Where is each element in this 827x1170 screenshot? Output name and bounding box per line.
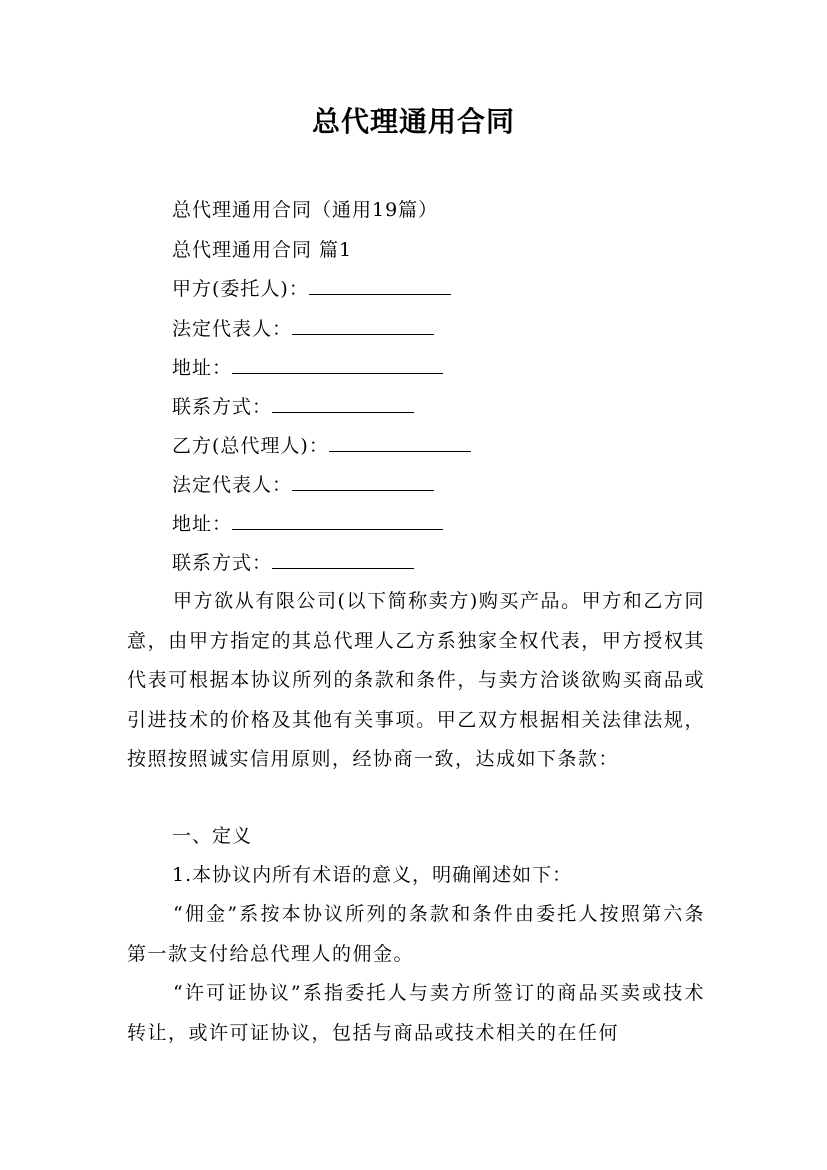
party-a-blank [309,276,451,295]
party-b-line [172,433,471,459]
intro-paragraph: 甲方欲从有限公司(以下简称卖方)购买产品。甲方和乙方同意，由甲方指定的其总代理人乙方系独家全权代表，甲方授权其代表可根据本协议所列的条款和条件，与卖方洽谈欲购买商品或引进技术的价格及其他有关事项。甲乙双方根据相关法律法规，按照按照诚实信用原则，经协商一致，达成如下条款： [127,590,705,770]
party-a-legal-rep-label: 法定代表人： [172,318,293,340]
party-a-address-blank [232,355,443,374]
party-b-legal-rep-label: 法定代表人： [172,474,293,496]
party-b-legal-rep-blank [292,472,434,491]
party-b-legal-rep-line [172,472,434,498]
party-b-blank [329,433,471,452]
party-a-label: 甲方(委托人)： [172,278,309,300]
party-b-address-line [172,511,443,537]
party-a-contact-blank [272,394,414,413]
party-a-address-label: 地址： [172,357,233,379]
license-definition: “许可证协议”系指委托人与卖方所签订的商品买卖或技术转让，或许可证协议，包括与商品或技术相关的在任何 [127,982,705,1044]
party-b-contact-line [172,550,414,576]
section-heading: 总代理通用合同 篇1 [172,239,353,261]
party-b-contact-label: 联系方式： [172,552,273,574]
clause-1-heading: 一、定义 [172,825,253,847]
party-b-address-blank [232,511,443,530]
party-a-legal-rep-line [172,316,434,342]
document-title: 总代理通用合同 [311,105,515,138]
document-subtitle: 总代理通用合同（通用19篇） [172,199,439,221]
party-a-contact-line [172,394,414,420]
party-b-contact-blank [272,550,414,569]
party-a-line [172,276,451,302]
party-a-contact-label: 联系方式： [172,396,273,418]
commission-definition: “佣金”系按本协议所列的条款和条件由委托人按照第六条第一款支付给总代理人的佣金。 [127,903,705,965]
party-b-address-label: 地址： [172,513,233,535]
party-a-legal-rep-blank [292,316,434,335]
clause-1-1: 1.本协议内所有术语的意义，明确阐述如下： [172,864,573,886]
party-a-address-line [172,355,443,381]
party-b-label: 乙方(总代理人)： [172,435,329,457]
